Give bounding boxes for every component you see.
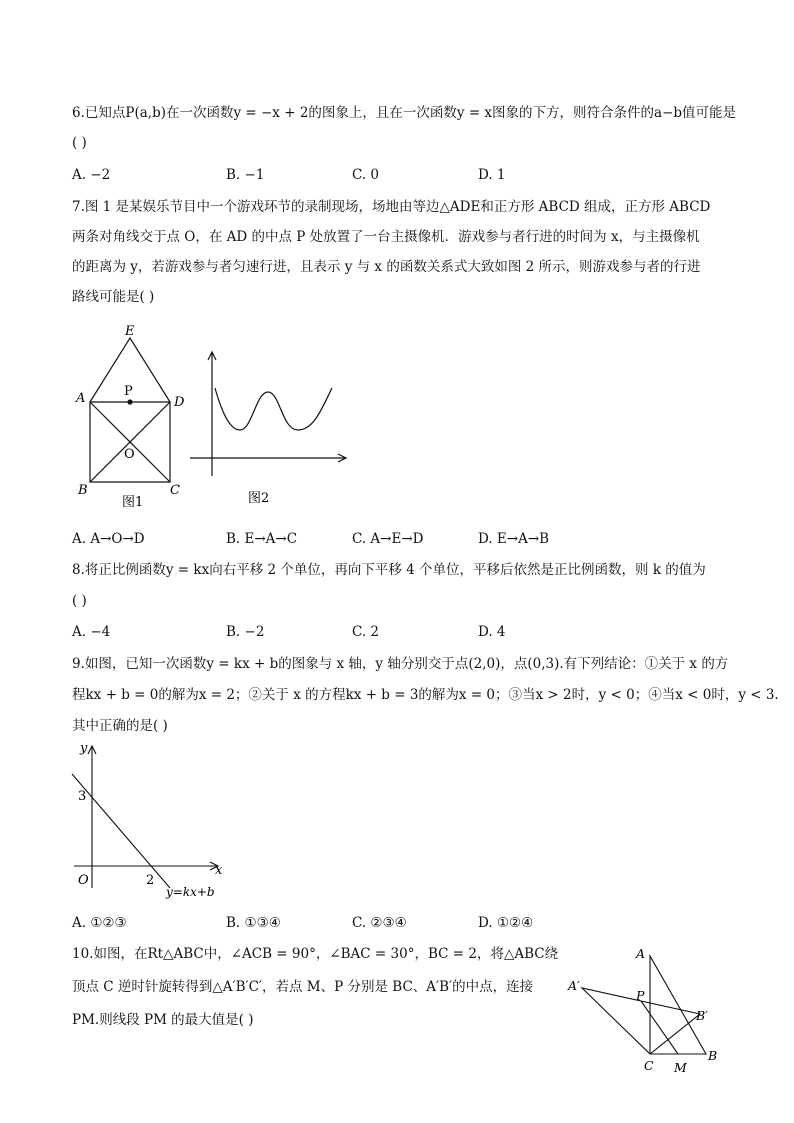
q7-fig2-graph — [190, 352, 346, 476]
q8-line-2: ( ) — [72, 593, 87, 609]
q9-line-2: 程kx + b = 0的解为x = 2；②关于 x 的方程kx + b = 3的解为x = 0；③当x > 2时，y < 0；④当x < 0时，y < 3. — [72, 687, 779, 703]
q8-option-b: B. −2 — [226, 624, 265, 640]
point-p-dot — [127, 399, 132, 404]
q6-line-1: 6.已知点P(a,b)在一次函数y = −x + 2的图象上，且在一次函数y = x图象的下方，则符合条件的a−b值可能是 — [72, 105, 737, 121]
q7-line-2: 两条对角线交于点 O，在 AD 的中点 P 处放置了一台主摄像机．游戏参与者行进的时间为 x，与主摄像机 — [72, 229, 700, 245]
q9-line-equation: y=kx+b — [166, 885, 215, 899]
q9-line-1: 9.如图，已知一次函数y = kx + b的图象与 x 轴，y 轴分别交于点(2,0)，点(0,3).有下列结论：①关于 x 的方 — [72, 656, 729, 672]
q9-label-3: 3 — [78, 789, 87, 804]
q9-option-d: D. ①②④ — [478, 915, 534, 931]
q9-option-b: B. ①③④ — [226, 915, 281, 931]
q7-line-4: 路线可能是( ) — [72, 289, 155, 305]
label-p: P — [124, 384, 133, 399]
q9-label-o: O — [78, 873, 89, 888]
q7-figures — [70, 318, 360, 518]
q10-label-m: M — [674, 1060, 687, 1075]
label-b: B — [78, 483, 88, 498]
q7-option-a: A. A→O→D — [72, 531, 145, 547]
label-o: O — [124, 447, 135, 462]
q10-figure — [562, 940, 732, 1080]
q7-line-1: 7.图 1 是某娱乐节目中一个游戏环节的录制现场，场地由等边△ADE和正方形 ABCD 组成，正方形 ABCD — [72, 199, 711, 215]
label-e: E — [125, 324, 135, 339]
q9-label-y: y — [80, 741, 88, 756]
q6-option-a: A. −2 — [72, 167, 111, 183]
label-c: C — [170, 483, 180, 498]
q6-option-c: C. 0 — [352, 167, 380, 183]
q9-label-x: x — [215, 863, 223, 878]
q9-graph — [70, 738, 240, 904]
q9-line-3: 其中正确的是( ) — [72, 718, 168, 734]
q7-option-c: C. A→E→D — [352, 531, 424, 547]
q8-option-c: C. 2 — [352, 624, 380, 640]
q7-line-3: 的距离为 y，若游戏参与者匀速行进，且表示 y 与 x 的函数关系式大致如图 2 所示，则游戏参与者的行进 — [72, 259, 701, 275]
q9-option-a: A. ①②③ — [72, 915, 127, 931]
q9-option-c: C. ②③④ — [352, 915, 407, 931]
label-d: D — [174, 395, 185, 410]
q7-option-b: B. E→A→C — [226, 531, 298, 547]
q6-line-2: ( ) — [72, 135, 87, 151]
q9-line-kx-b — [72, 774, 170, 888]
fig2-curve — [215, 388, 332, 430]
q10-label-p: P — [636, 988, 645, 1003]
fig1-caption: 图1 — [122, 495, 144, 510]
q10-label-a: A — [636, 946, 646, 961]
q10-line-2: 顶点 C 逆时针旋转得到△A′B′C′，若点 M、P 分别是 BC、A′B′的中点，连接 — [72, 979, 534, 995]
q9-label-2: 2 — [146, 873, 155, 888]
q7-option-d: D. E→A→B — [478, 531, 550, 547]
q10-label-b: B — [708, 1048, 718, 1063]
q10-label-a-prime: A′ — [568, 978, 580, 993]
q6-option-d: D. 1 — [478, 167, 506, 183]
q10-label-b-prime: B′ — [696, 1008, 709, 1023]
q8-line-1: 8.将正比例函数y = kx向右平移 2 个单位，再向下平移 4 个单位，平移后依然是正比例函数，则 k 的值为 — [72, 562, 706, 578]
q10-line-1: 10.如图，在Rt△ABC中，∠ACB = 90°，∠BAC = 30°，BC = 2，将△ABC绕 — [72, 946, 559, 962]
q10-line-3: PM.则线段 PM 的最大值是( ) — [72, 1012, 254, 1028]
q8-option-d: D. 4 — [478, 624, 506, 640]
fig2-caption: 图2 — [248, 491, 270, 506]
q6-option-b: B. −1 — [226, 167, 265, 183]
label-a: A — [76, 391, 86, 406]
q8-option-a: A. −4 — [72, 624, 111, 640]
q10-label-c: C — [644, 1058, 654, 1073]
